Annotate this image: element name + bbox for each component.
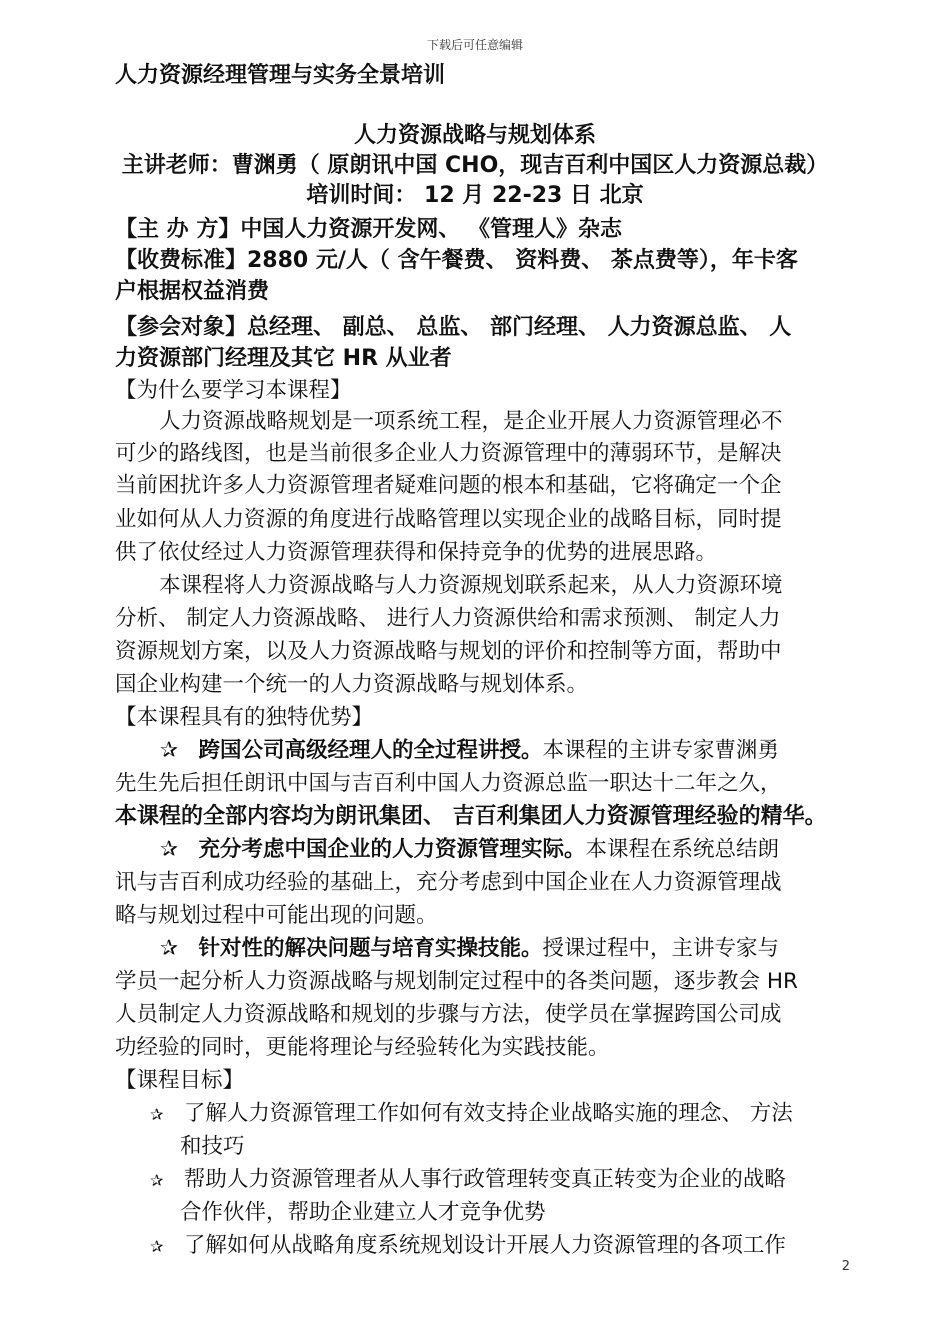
why-p1-line: 业如何从人力资源的角度进行战略管理以实现企业的战略目标，同时提	[115, 507, 782, 532]
fee-line-2: 户根据权益消费	[115, 279, 270, 304]
why-p2-line: 资源规划方案，以及人力资源战略与规划的评价和控制等方面，帮助中	[115, 639, 782, 664]
star-icon: ✰	[160, 936, 179, 961]
advantage-text: 学员一起分析人力资源战略与规划制定过程中的各类问题，逐步教会 HR	[115, 969, 798, 994]
organizer-line: 【主 办 方】中国人力资源开发网、 《管理人》杂志	[115, 217, 622, 242]
advantage-title: 跨国公司高级经理人的全过程讲授。	[198, 738, 543, 763]
why-p2-line: 分析、 制定人力资源战略、 进行人力资源供给和需求预测、 制定人力	[115, 606, 781, 631]
advantage-item	[160, 931, 779, 962]
advantage-text: 授课过程中，主讲专家与	[542, 936, 780, 961]
advantage-title: 针对性的解决问题与培育实操技能。	[198, 936, 543, 961]
advantages-heading: 【本课程具有的独特优势】	[115, 705, 374, 730]
goal-item	[150, 1096, 793, 1127]
goal-item	[150, 1162, 786, 1193]
advantage-text: 略与规划过程中可能出现的问题。	[115, 903, 438, 928]
goal-text: 了解如何从战略角度系统规划设计开展人力资源管理的各项工作	[183, 1233, 786, 1258]
course-title: 人力资源战略与规划体系	[353, 123, 596, 148]
why-p2-line: 本课程将人力资源战略与人力资源规划联系起来，从人力资源环境	[159, 573, 783, 598]
star-icon: ✰	[160, 738, 179, 763]
star-icon: ✰	[160, 837, 179, 862]
advantage-item	[160, 733, 779, 764]
advantage-text: 人员制定人力资源战略和规划的步骤与方法，使学员在掌握跨国公司成	[115, 1002, 782, 1027]
star-icon: ✰	[150, 1171, 164, 1190]
training-time-line: 培训时间： 12 月 22-23 日 北京	[306, 183, 644, 208]
advantage-text: 讯与吉百利成功经验的基础上，充分考虑到中国企业在人力资源管理战	[115, 870, 782, 895]
advantage-text: 先生先后担任朗讯中国与吉百利中国人力资源总监一职达十二年之久，	[115, 771, 782, 796]
why-p1-line: 当前困扰许多人力资源管理者疑难问题的根本和基础，它将确定一个企	[115, 473, 782, 498]
advantage-text-bold: 本课程的全部内容均为朗讯集团、 吉百利集团人力资源管理经验的精华。	[115, 804, 827, 829]
fee-line-1: 【收费标准】2880 元/人（ 含午餐费、 资料费、 茶点费等），年卡客	[115, 248, 798, 273]
goals-heading: 【课程目标】	[115, 1068, 245, 1093]
audience-line-2: 力资源部门经理及其它 HR 从业者	[115, 346, 452, 371]
goal-text: 了解人力资源管理工作如何有效支持企业战略实施的理念、 方法	[183, 1101, 793, 1126]
advantage-title: 充分考虑中国企业的人力资源管理实际。	[198, 837, 586, 862]
header-note: 下载后可任意编辑	[426, 38, 523, 52]
why-p2-line: 国企业构建一个统一的人力资源战略与规划体系。	[115, 672, 589, 697]
why-heading: 【为什么要学习本课程】	[115, 378, 352, 403]
audience-line-1: 【参会对象】总经理、 副总、 总监、 部门经理、 人力资源总监、 人	[115, 315, 792, 340]
why-p1-line: 可少的路线图，也是当前很多企业人力资源管理中的薄弱环节，是解决	[115, 441, 782, 466]
advantage-text: 本课程在系统总结朗	[585, 837, 780, 862]
star-icon: ✰	[150, 1105, 164, 1124]
advantage-item	[160, 832, 779, 863]
advantage-text: 功经验的同时，更能将理论与经验转化为实践技能。	[115, 1035, 610, 1060]
why-p1-line: 供了依仗经过人力资源管理获得和保持竞争的优势的进展思路。	[115, 540, 718, 565]
page-number: 2	[841, 1259, 850, 1274]
document-title: 人力资源经理管理与实务全景培训	[115, 63, 446, 88]
goal-item	[150, 1228, 786, 1259]
star-icon: ✰	[150, 1237, 164, 1256]
goal-text: 合作伙伴，帮助企业建立人才竞争优势	[180, 1200, 546, 1225]
lecturer-line: 主讲老师：曹渊勇（ 原朗讯中国 CHO，现吉百利中国区人力资源总裁）	[121, 153, 829, 178]
goal-text: 帮助人力资源管理者从人事行政管理转变真正转变为企业的战略	[183, 1167, 786, 1192]
advantage-text: 本课程的主讲专家曹渊勇	[542, 738, 780, 763]
goal-text: 和技巧	[180, 1134, 245, 1159]
why-p1-line: 人力资源战略规划是一项系统工程，是企业开展人力资源管理必不	[159, 409, 783, 434]
